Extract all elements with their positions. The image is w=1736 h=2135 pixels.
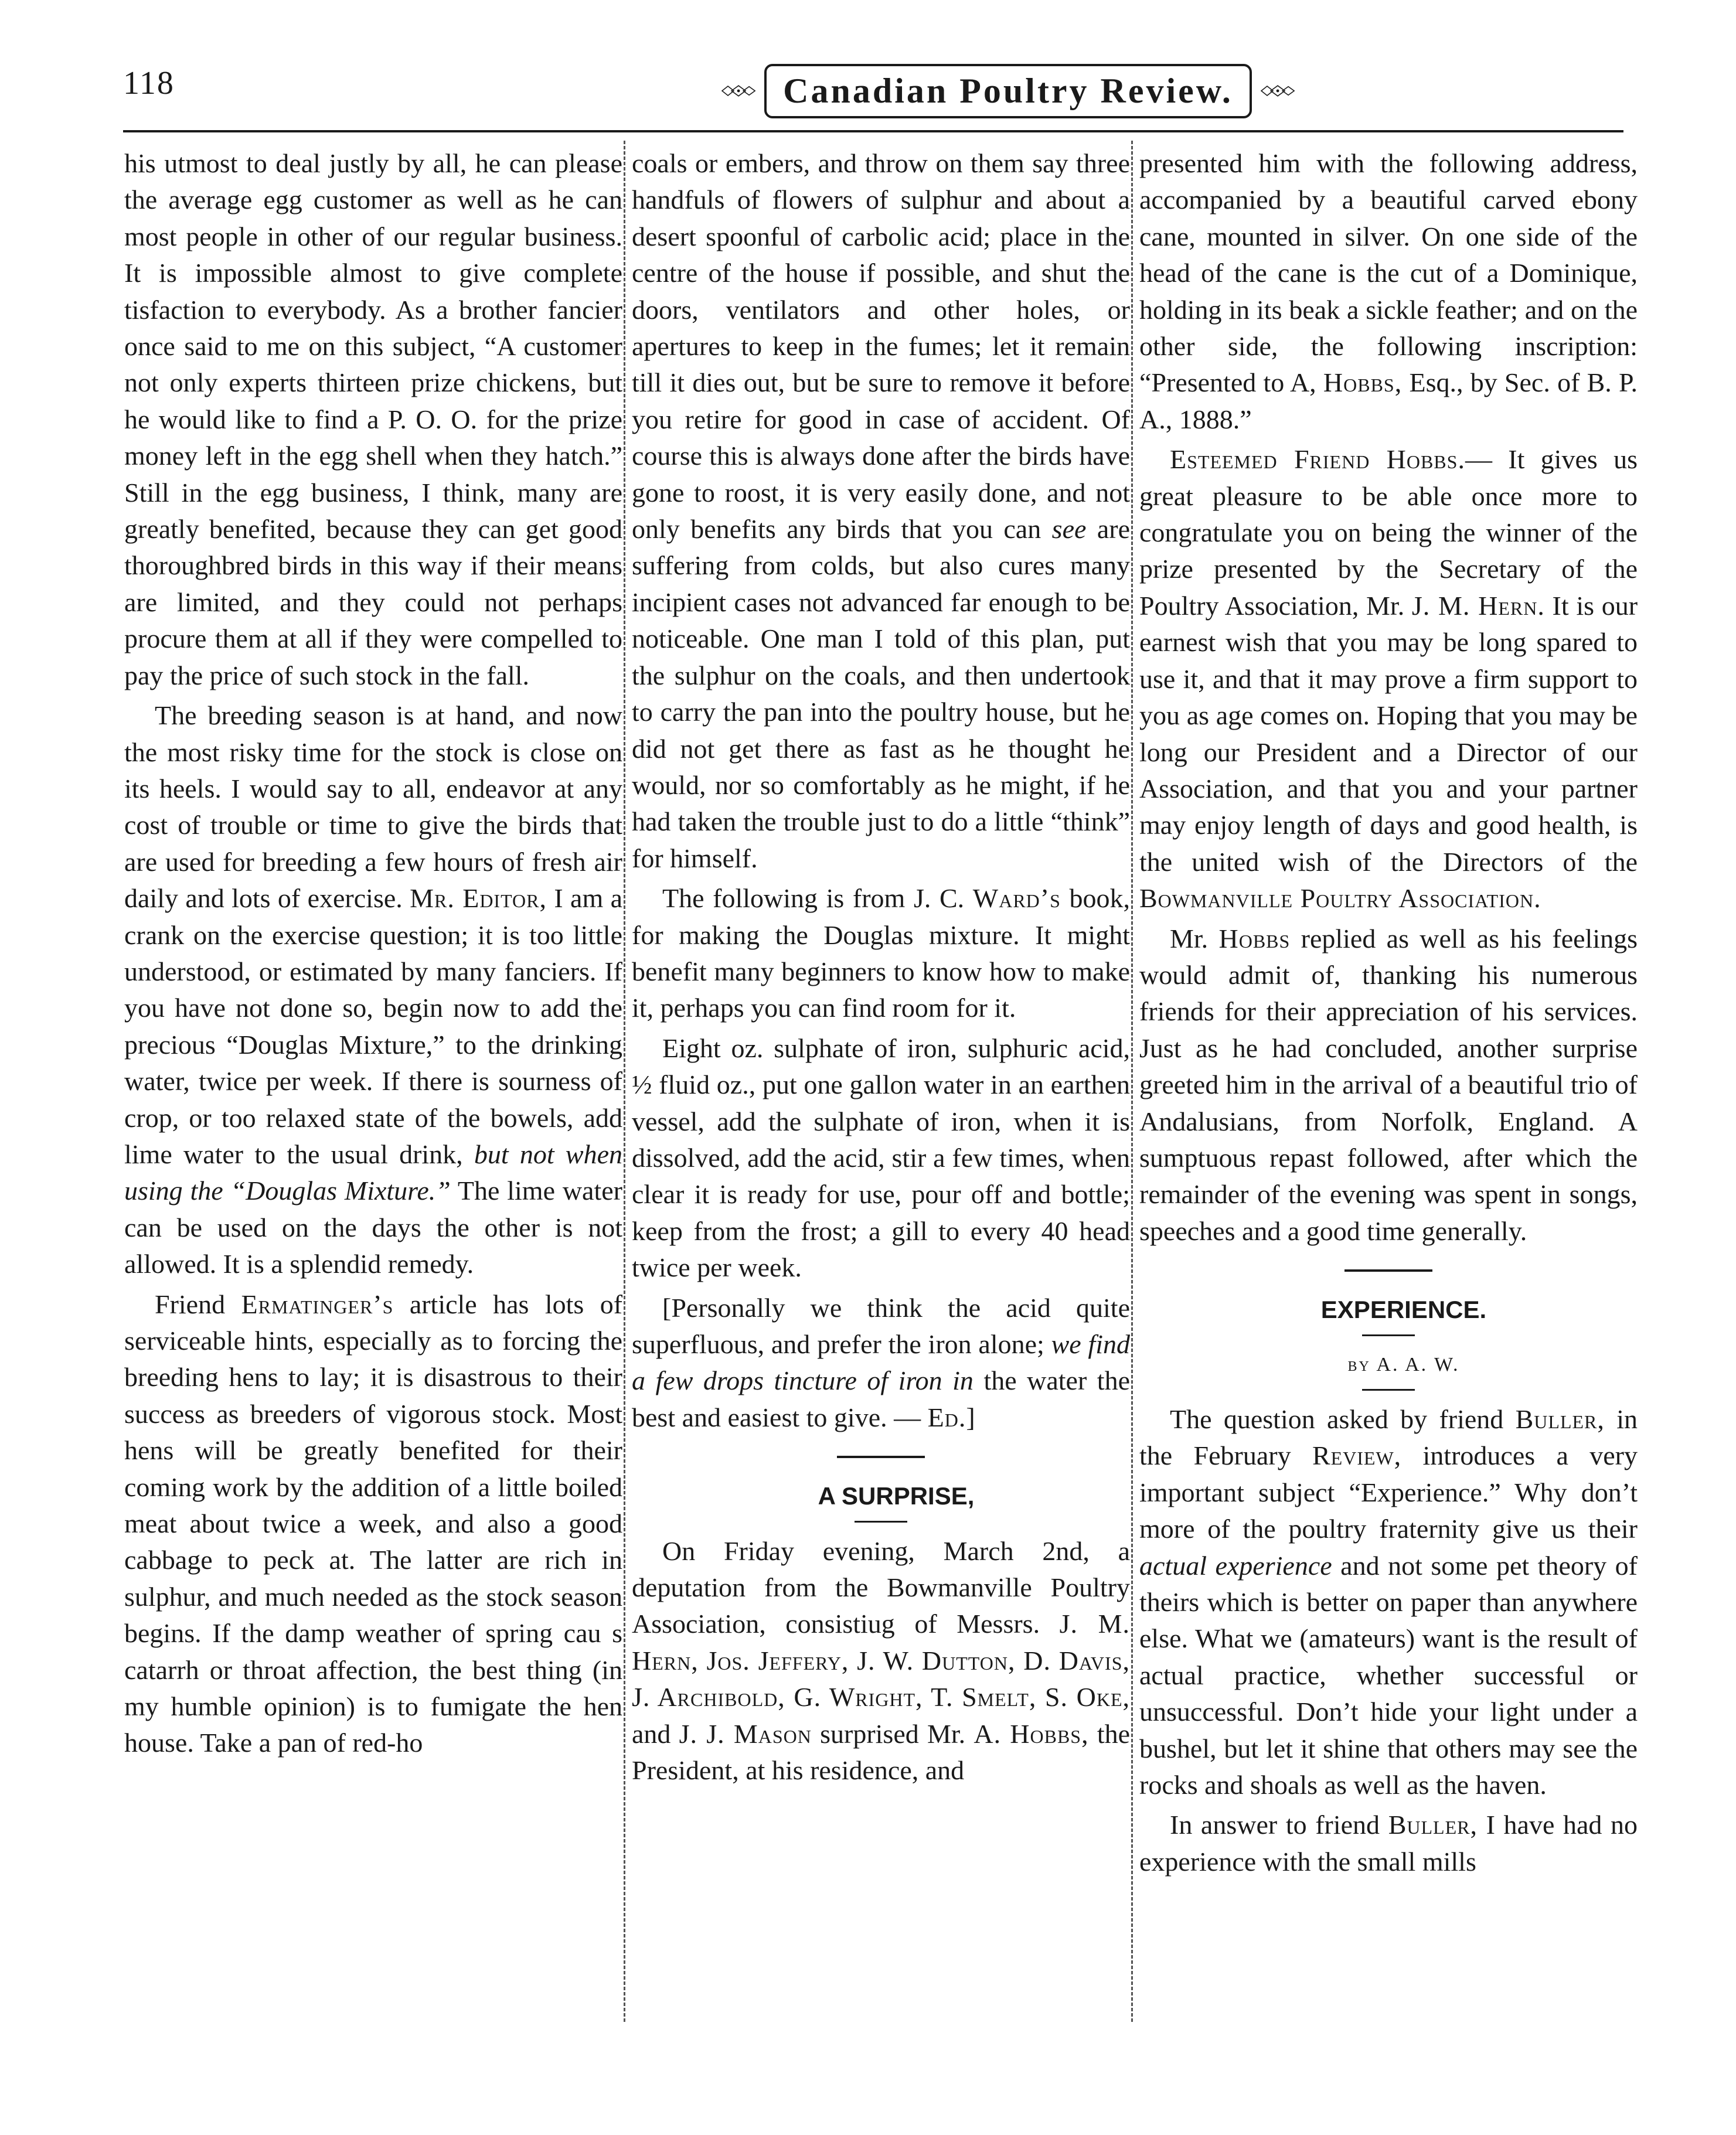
paragraph: Eight oz. sulphate of iron, sulphuric acid, ½ fluid oz., put one gallon water in an earthen vessel, add the sulphate of iron, when it is dissolved, add the acid, stir a few times, when clear it is ready for use, pour off and bottle; keep from the frost; a gill to every 40 head twice per week. <box>632 1033 1130 1283</box>
paragraph: Friend Ermatinger’s article has lots of serviceable hints, especially as to forcing the breeding hens to lay; it is disastrous to their success as breeders of vigorous stock. Most hens will be greatly benefited for their coming work by the addition of a little boiled meat about twice a week, and also a good cabbage to peck at. The latter are rich in sulphur, and much needed as the stock season begins. If the damp weather of spring cau s catarrh or throat affection, the best thing (in my humble opinion) is to fumigate the hen house. Take a pan of red-ho <box>124 1289 623 1758</box>
paragraph: The following is from J. C. Ward’s book, for making the Douglas mixture. It might benefit many beginners to know how to make it, perhaps you can find room for it. <box>632 883 1131 1023</box>
paragraph: On Friday evening, March 2nd, a deputation from the Bowmanville Poultry Association, consistiug of Messrs. J. M. Hern, Jos. Jeffery, J. W. Dutton, D. Davis, J. Archibold, G. Wright, T. Smelt, S. Oke, and J. J. Mason surprised Mr. A. Hobbs, the President, at his residence, and <box>632 1535 1131 1786</box>
page-number: 118 <box>123 65 175 101</box>
column-2 <box>632 145 1130 2009</box>
masthead <box>721 59 1295 123</box>
section-rule <box>837 1456 925 1458</box>
section-heading: EXPERIENCE. <box>1320 1296 1487 1324</box>
paragraph: his utmost to deal justly by all, he can please the average egg customer as well as he can most people in other of our regular business. It is impossible almost to give complete tisfaction to everybody. As a brother fancier once said to me on this subject, “A customer not only experts thirteen prize chickens, but he would like to find a P. O. O. for the prize money left in the egg shell when they hatch.” Still in the egg business, I think, many are greatly benefited, because they can get good thoroughbred birds in this way if their means are limited, and they could not perhaps procure them at all if they were compelled to pay the price of such stock in the fall. <box>124 148 622 690</box>
heading-underline <box>855 1521 907 1523</box>
paragraph: [Personally we think the acid quite superfluous, and prefer the iron alone; we find a few drops tincture of iron in the water the best and easiest to give. — Ed.] <box>632 1292 1130 1432</box>
heading-underline <box>1362 1334 1415 1336</box>
page-header <box>123 59 1623 129</box>
masthead-title: Canadian Poultry Review. <box>764 64 1252 118</box>
left-ornament-icon <box>721 73 756 108</box>
byline-underline <box>1362 1389 1415 1391</box>
paragraph: Mr. Hobbs replied as well as his feelings would admit of, thanking his numerous friends for their appreciation of his services. Just as he had concluded, another surprise greeted him in the arrival of a beautiful trio of Andalusians, from Norfolk, England. A sumptuous repast followed, after which the remainder of the evening was spent in songs, speeches and a good time generally. <box>1139 923 1638 1246</box>
paragraph: In answer to friend Buller, I have had no experience with the small mills <box>1139 1810 1638 1877</box>
column-divider <box>624 141 625 2022</box>
header-rule <box>123 130 1623 132</box>
paragraph: The question asked by friend Buller, in the February Review, introduces a very important subject “Experience.” Why don’t more of the poultry fraternity give us their actual experience and not some pet theory of theirs which is better on paper than anywhere else. What we (amateurs) want is the result of actual practice, whether successful or unsuccessful. Don’t hide your light under a bushel, but let it shine that others may see the rocks and shoals as well as the haven. <box>1139 1404 1638 1800</box>
column-3 <box>1139 145 1638 2009</box>
right-ornament-icon <box>1260 73 1295 108</box>
paragraph: Esteemed Friend Hobbs.— It gives us great pleasure to be able once more to congratulate you on being the winner of the prize presented by the Secretary of the Poultry Association, Mr. J. M. Hern. It is our earnest wish that you may be long spared to use it, and that it may prove a firm support to you as age comes on. Hoping that you may be long our President and a Director of our Association, and that you and your partner may enjoy length of days and good health, is the united wish of the Directors of the Bowmanville Poultry Association. <box>1139 444 1638 914</box>
column-1 <box>124 145 622 2009</box>
column-divider <box>1131 141 1133 2022</box>
section-rule <box>1344 1269 1432 1272</box>
paragraph: The breeding season is at hand, and now the most risky time for the stock is close on its heels. I would say to all, endeavor at any cost of trouble or time to give the birds that are used for breeding a few hours of fresh air daily and lots of exercise. Mr. Editor, I am a crank on the exercise question; it is too little understood, or estimated by many fanciers. If you have not done so, begin now to add the precious “Douglas Mixture,” to the drinking water, twice per week. If there is sourness of crop, or too relaxed state of the bowels, add lime water to the usual drink, but not when using the “Douglas Mixture.” The lime water can be used on the days the other is not allowed. It is a splendid remedy. <box>124 700 623 1279</box>
byline: by A. A. W. <box>1347 1353 1460 1375</box>
paragraph: coals or embers, and throw on them say three handfuls of flowers of sulphur and about a desert spoonful of carbolic acid; place in the centre of the house if possible, and shut the doors, ventilators and other holes, or apertures to keep in the fumes; let it remain till it dies out, but be sure to remove it before you retire for good in case of accident. Of course this is always done after the birds have gone to roost, it is very easily done, and not only benefits any birds that you can see are suffering from colds, but also cures many incipient cases not advanced far enough to be noticeable. One man I told of this plan, put the sulphur on the coals, and then undertook to carry the pan into the poultry house, but he did not get there as fast as he thought he would, nor so comfortably as he might, if he had taken the trouble just to do a little “think” for himself. <box>632 148 1131 873</box>
section-heading: A SURPRISE, <box>818 1482 975 1510</box>
paragraph: presented him with the following address, accompanied by a beautiful carved ebony cane, mounted in silver. On one side of the head of the cane is the cut of a Dominique, holding in its beak a sickle feather; and on the other side, the following inscription: “Presented to A, Hobbs, Esq., by Sec. of B. P. A., 1888.” <box>1139 148 1638 434</box>
